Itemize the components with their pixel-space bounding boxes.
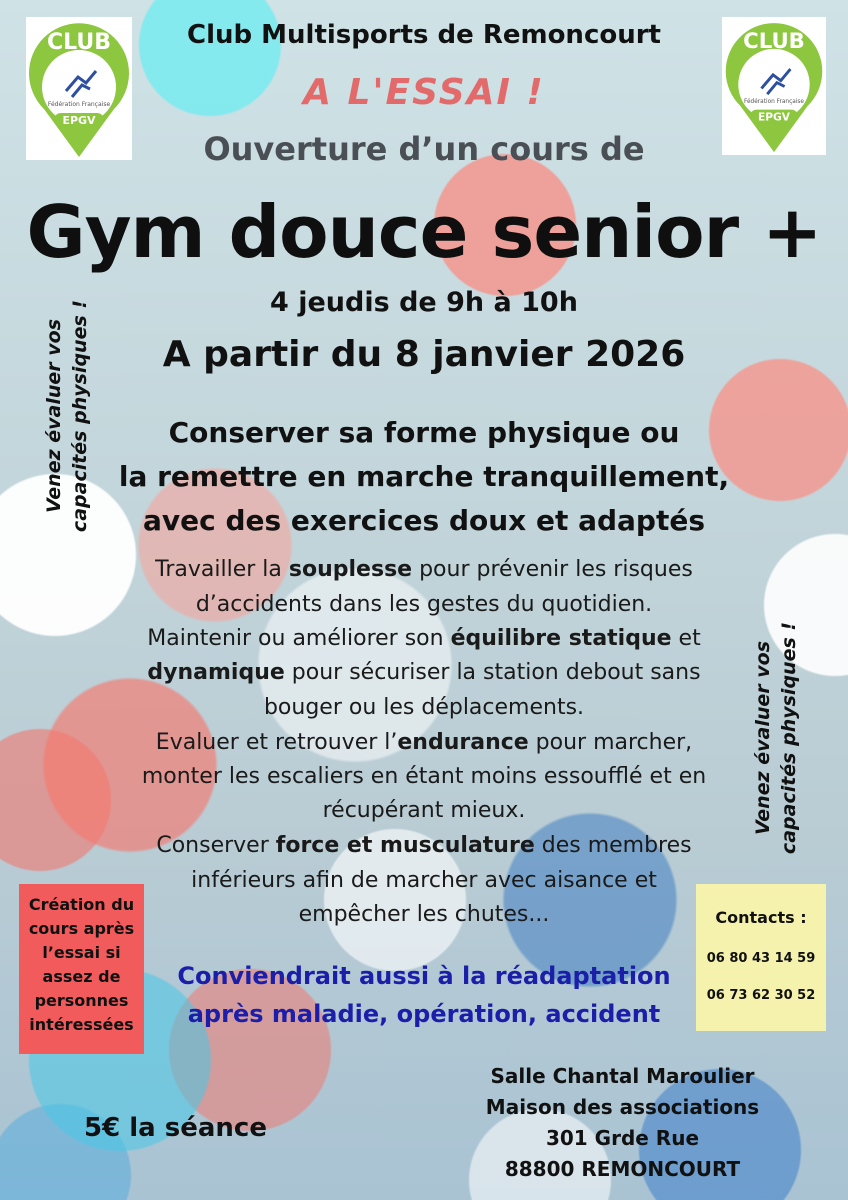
logo-label: CLUB	[743, 28, 805, 54]
goal-line: la remettre en marche tranquillement,	[118, 460, 730, 493]
address-line: 88800 REMONCOURT	[504, 1157, 741, 1181]
address-line: Maison des associations	[485, 1095, 760, 1119]
body-line: bouger ou les déplacements.	[263, 695, 585, 720]
body-line: récupérant mieux.	[322, 798, 526, 823]
body-line: Travailler la souplesse pour prévenir les risques	[155, 557, 693, 582]
body-line: monter les escaliers en étant moins essoufflé et en	[141, 764, 707, 789]
body-line: empêcher les chutes...	[298, 902, 550, 927]
side-note-left: Venez évaluer vos capacités physiques !	[43, 299, 91, 533]
schedule: 4 jeudis de 9h à 10h	[270, 287, 578, 318]
logo-label: CLUB	[46, 30, 112, 55]
logo-federation: Fédération Française	[743, 98, 805, 105]
body-line: Evaluer et retrouver l’endurance pour marcher,	[155, 730, 693, 755]
rehab-line: Conviendrait aussi à la réadaptation	[177, 962, 671, 990]
goal-line: avec des exercices doux et adaptés	[142, 504, 706, 537]
side-note-right: Venez évaluer vos capacités physiques !	[752, 621, 800, 855]
goal-line: Conserver sa forme physique ou	[168, 416, 680, 449]
address-line: 301 Grde Rue	[545, 1126, 700, 1150]
club-name: Club Multisports de Remoncourt	[187, 20, 661, 50]
logo-acronym: EPGV	[758, 110, 790, 124]
start-date: A partir du 8 janvier 2026	[162, 334, 686, 375]
body-line: inférieurs afin de marcher avec aisance et	[191, 868, 657, 893]
logo-acronym: EPGV	[62, 114, 96, 127]
opening-line: Ouverture d’un cours de	[203, 130, 645, 168]
address-line: Salle Chantal Maroulier	[490, 1064, 755, 1088]
course-title: Gym douce senior +	[26, 190, 822, 274]
phone-number: 06 80 43 14 59	[706, 951, 816, 966]
contacts-title: Contacts :	[715, 908, 807, 927]
price: 5€ la séance	[84, 1113, 267, 1143]
body-line: Maintenir ou améliorer son équilibre statique et	[147, 626, 701, 651]
logo-federation: Fédération Française	[47, 101, 111, 108]
rehab-line: après maladie, opération, accident	[187, 1000, 661, 1028]
phone-number: 06 73 62 30 52	[706, 988, 816, 1003]
body-line: dynamique pour sécuriser la station debout sans	[147, 660, 701, 685]
trial-heading: A L'ESSAI !	[303, 72, 545, 113]
creation-note: Création du cours après l’essai si assez de personnes intéressées	[19, 884, 144, 1054]
body-line: d’accidents dans les gestes du quotidien.	[195, 592, 653, 617]
body-line: Conserver force et musculature des membres	[156, 833, 692, 858]
